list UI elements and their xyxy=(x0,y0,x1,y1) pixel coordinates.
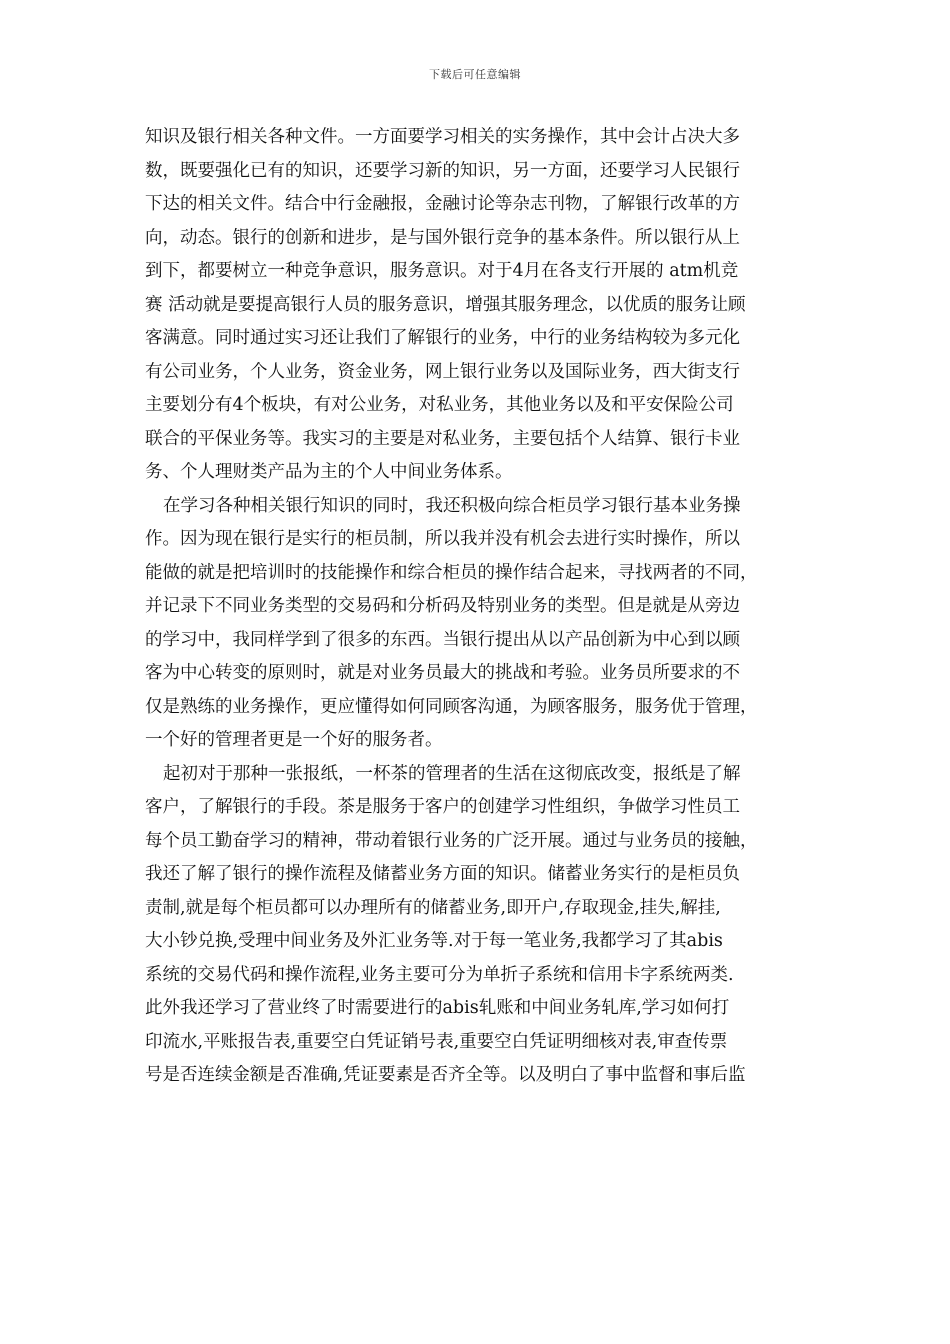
text-line: 客户，了解银行的手段。茶是服务于客户的创建学习性组织，争做学习性员工 xyxy=(145,797,740,817)
text-line: 并记录下不同业务类型的交易码和分析码及特别业务的类型。但是就是从旁边 xyxy=(145,596,740,616)
text-line: 系统的交易代码和操作流程,业务主要可分为单折子系统和信用卡字系统两类. xyxy=(145,964,734,985)
text-line: 有公司业务，个人业务，资金业务，网上银行业务以及国际业务，西大街支行 xyxy=(145,361,740,382)
text-line: 联合的平保业务等。我实习的主要是对私业务，主要包括个人结算、银行卡业 xyxy=(145,428,740,449)
page-header: 下载后可任意编辑 xyxy=(429,68,521,81)
text-line: 大小钞兑换,受理中间业务及外汇业务等.对于每一笔业务,我都学习了其abis xyxy=(145,931,723,951)
text-line: 的学习中，我同样学到了很多的东西。当银行提出从以产品创新为中心到以顾 xyxy=(145,629,740,650)
text-line: 数，既要强化已有的知识，还要学习新的知识，另一方面，还要学习人民银行 xyxy=(145,160,740,181)
text-line: 知识及银行相关各种文件。一方面要学习相关的实务操作，其中会计占决大多 xyxy=(145,127,740,147)
text-line: 向，动态。银行的创新和进步，是与国外银行竞争的基本条件。所以银行从上 xyxy=(145,227,740,248)
text-line: 一个好的管理者更是一个好的服务者。 xyxy=(145,730,443,750)
text-line: 客为中心转变的原则时，就是对业务员最大的挑战和考验。业务员所要求的不 xyxy=(145,663,740,683)
text-line: 客满意。同时通过实习还让我们了解银行的业务，中行的业务结构较为多元化 xyxy=(145,328,740,348)
text-line: 起初对于那种一张报纸，一杯茶的管理者的生活在这彻底改变，报纸是了解 xyxy=(163,763,741,784)
text-line: 仅是熟练的业务操作，更应懂得如何同顾客沟通，为顾客服务，服务优于管理， xyxy=(145,696,758,717)
text-line: 号是否连续金额是否准确,凭证要素是否齐全等。以及明白了事中监督和事后监 xyxy=(145,1065,746,1085)
body-text xyxy=(145,121,805,1093)
text-line: 印流水,平账报告表,重要空白凭证销号表,重要空白凭证明细核对表,审查传票 xyxy=(145,1031,728,1052)
text-line: 能做的就是把培训时的技能操作和综合柜员的操作结合起来，寻找两者的不同， xyxy=(145,562,758,583)
text-line: 务、个人理财类产品为主的个人中间业务体系。 xyxy=(145,462,513,482)
text-line: 主要划分有4个板块，有对公业务，对私业务，其他业务以及和平安保险公司 xyxy=(145,395,734,415)
text-line: 下达的相关文件。结合中行金融报，金融讨论等杂志刊物，了解银行改革的方 xyxy=(145,194,740,214)
text-line: 在学习各种相关银行知识的同时，我还积极向综合柜员学习银行基本业务操 xyxy=(163,495,741,516)
text-line: 赛 活动就是要提高银行人员的服务意识，增强其服务理念，以优质的服务让顾 xyxy=(145,294,746,315)
text-line: 此外我还学习了营业终了时需要进行的abis轧账和中间业务轧库,学习如何打 xyxy=(145,998,730,1018)
text-line: 到下，都要树立一种竞争意识，服务意识。对于4月在各支行开展的 atm机竞 xyxy=(145,261,739,281)
text-line: 责制,就是每个柜员都可以办理所有的储蓄业务,即开户,存取现金,挂失,解挂, xyxy=(145,897,721,918)
text-line: 每个员工勤奋学习的精神，带动着银行业务的广泛开展。通过与业务员的接触， xyxy=(145,830,758,851)
text-line: 我还了解了银行的操作流程及储蓄业务方面的知识。储蓄业务实行的是柜员负 xyxy=(145,864,740,884)
text-line: 作。因为现在银行是实行的柜员制，所以我并没有机会去进行实时操作，所以 xyxy=(145,529,740,549)
